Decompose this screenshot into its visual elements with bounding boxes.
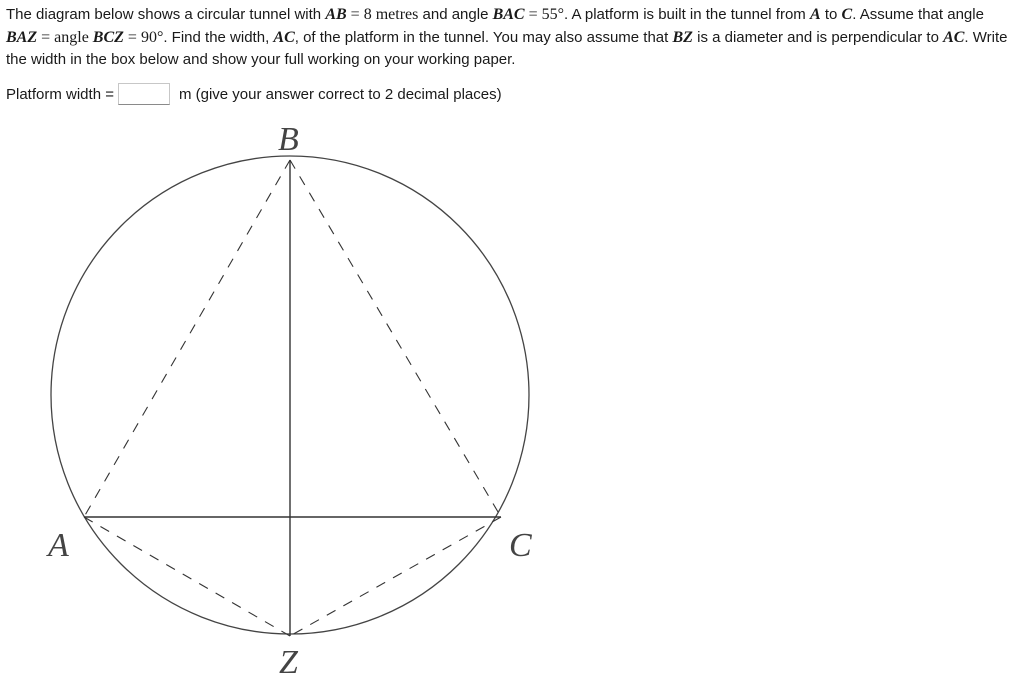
question-text-part: , of the platform in the tunnel. You may also assume that [294,28,673,46]
question-text-part: and angle [418,6,493,23]
math-segment-ac: AC [273,28,295,46]
question-text-part: . Assume that angle [852,6,984,23]
question-text-part: . Find the width, [163,28,274,46]
math-value-90: = 90° [123,28,164,46]
dashed-line-cz [290,517,501,636]
math-segment-ac: AC [943,28,965,46]
math-segment-bz: BZ [672,28,693,46]
question-text-part: . Write the width in the box below and show your full working on your working paper. [6,28,1008,68]
math-angle-baz: BAZ [6,28,38,46]
math-point-c: C [841,6,853,23]
point-label-a: A [48,527,69,564]
math-value-8: = 8 metres [346,6,419,23]
answer-units-hint: m (give your answer correct to 2 decimal places) [178,85,502,103]
math-segment-ab: AB [325,6,347,23]
question-text-part: to [820,6,842,23]
question-text-part: The diagram below shows a circular tunnel with [6,6,326,23]
math-point-a: A [809,6,821,23]
point-label-z: Z [279,644,298,681]
math-value-55: = 55° [524,6,565,23]
dashed-line-az [84,517,290,636]
math-angle-bcz: BCZ [92,28,124,46]
question-text-part: . A platform is built in the tunnel from [564,6,810,23]
math-equals-angle: = angle [37,28,93,46]
dashed-line-ab [84,160,290,517]
question-text-part: is a diameter and is perpendicular to [692,28,944,46]
answer-label: Platform width = [6,85,114,103]
math-angle-bac: BAC [492,6,525,23]
point-label-c: C [509,527,532,564]
point-label-b: B [278,121,299,158]
dashed-line-bc [290,160,501,517]
